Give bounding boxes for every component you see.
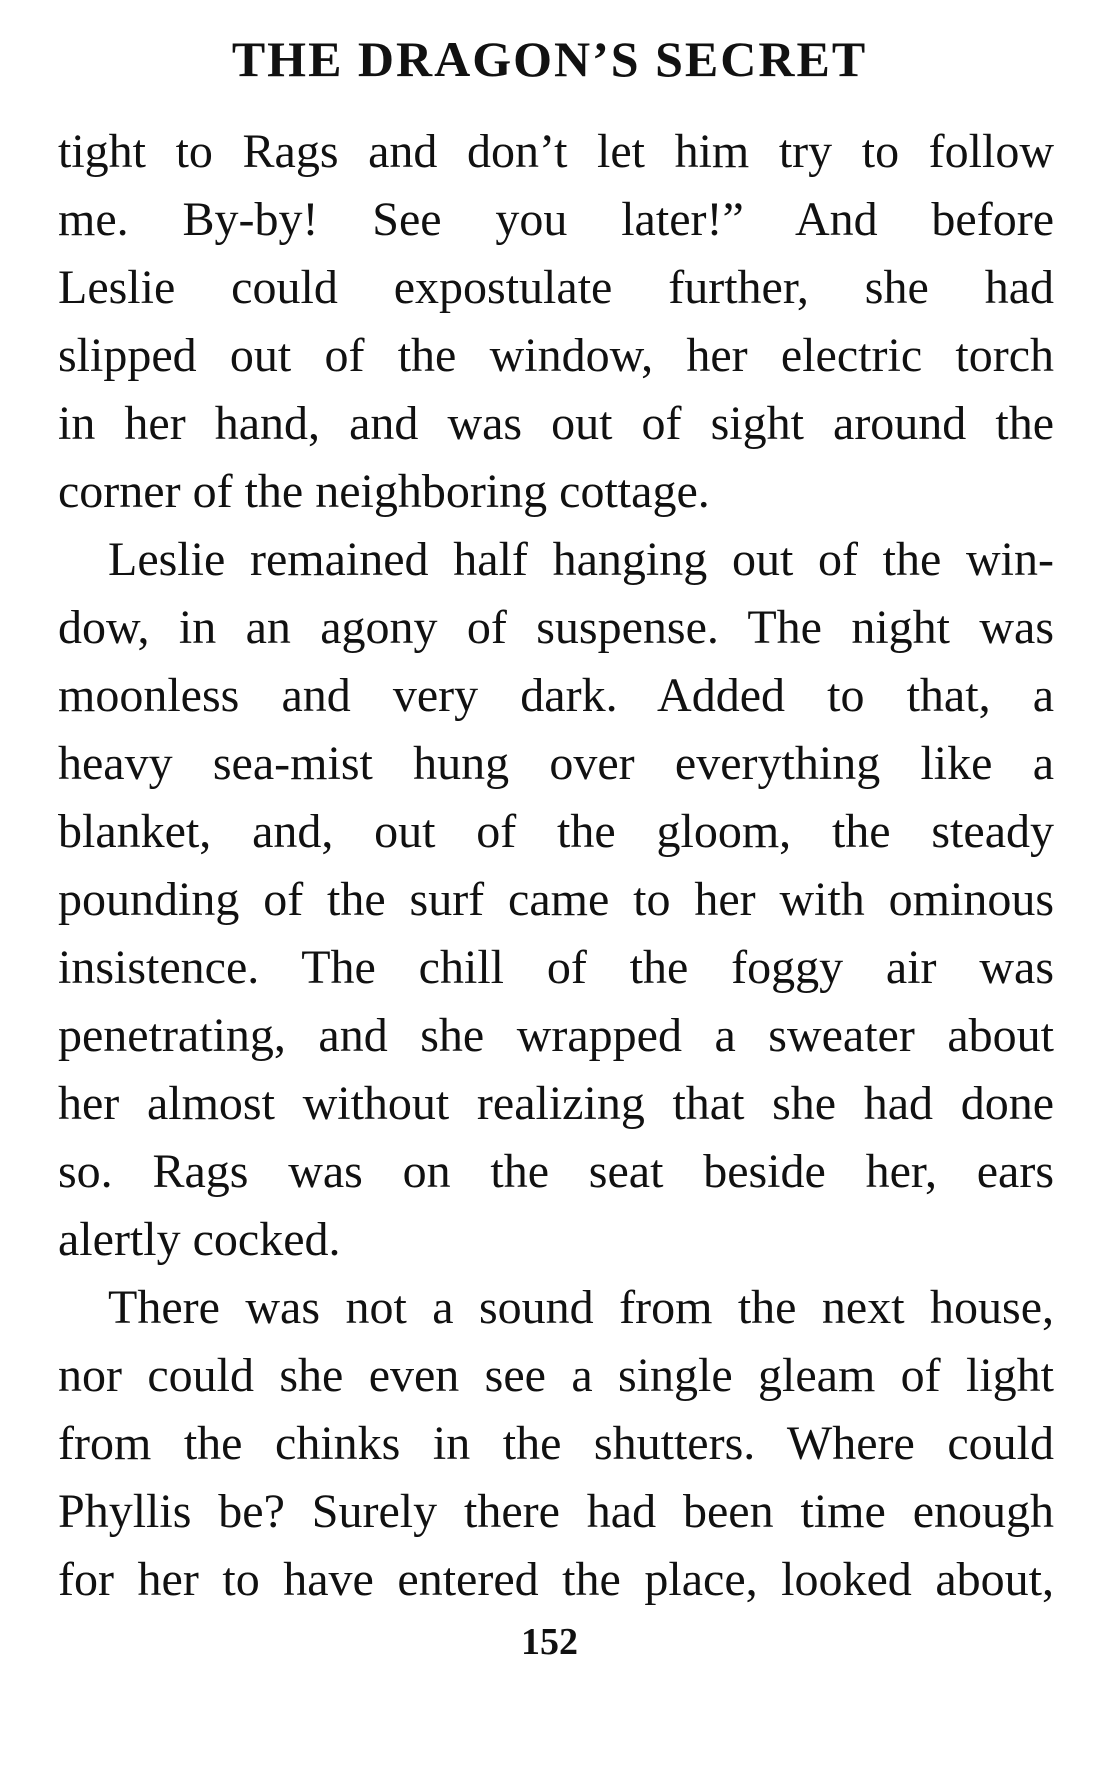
text-line: her almost without realizing that she had done xyxy=(58,1077,1054,1130)
text-line: alertly cocked. xyxy=(58,1213,341,1266)
text-line: corner of the neighboring cottage. xyxy=(58,465,710,518)
body-text xyxy=(58,118,1054,1614)
text-line: Phyllis be? Surely there had been time enough xyxy=(58,1485,1054,1538)
text-line: dow, in an agony of suspense. The night was xyxy=(58,601,1054,654)
text-line: Leslie could expostulate further, she had xyxy=(58,261,1054,314)
text-line: pounding of the surf came to her with ominous xyxy=(58,873,1054,926)
text-line: tight to Rags and don’t let him try to follow xyxy=(58,125,1054,178)
text-line: blanket, and, out of the gloom, the steady xyxy=(58,805,1054,858)
text-line: in her hand, and was out of sight around the xyxy=(58,397,1054,450)
running-head: THE DRAGON’S SECRET xyxy=(231,31,868,87)
text-line: for her to have entered the place, looked about, xyxy=(58,1553,1054,1606)
text-line: so. Rags was on the seat beside her, ears xyxy=(58,1145,1054,1198)
text-line: heavy sea-mist hung over everything like a xyxy=(58,737,1054,790)
text-line: penetrating, and she wrapped a sweater about xyxy=(58,1009,1054,1062)
page-number: 152 xyxy=(521,1621,578,1663)
text-line: me. By-by! See you later!” And before xyxy=(58,193,1054,246)
text-line: from the chinks in the shutters. Where could xyxy=(58,1417,1054,1470)
text-line: nor could she even see a single gleam of light xyxy=(58,1349,1054,1402)
text-line: There was not a sound from the next house, xyxy=(108,1281,1054,1334)
text-line: slipped out of the window, her electric torch xyxy=(58,329,1054,382)
text-line: moonless and very dark. Added to that, a xyxy=(58,669,1054,722)
text-line: insistence. The chill of the foggy air was xyxy=(58,941,1054,994)
text-line: Leslie remained half hanging out of the win- xyxy=(108,533,1054,586)
